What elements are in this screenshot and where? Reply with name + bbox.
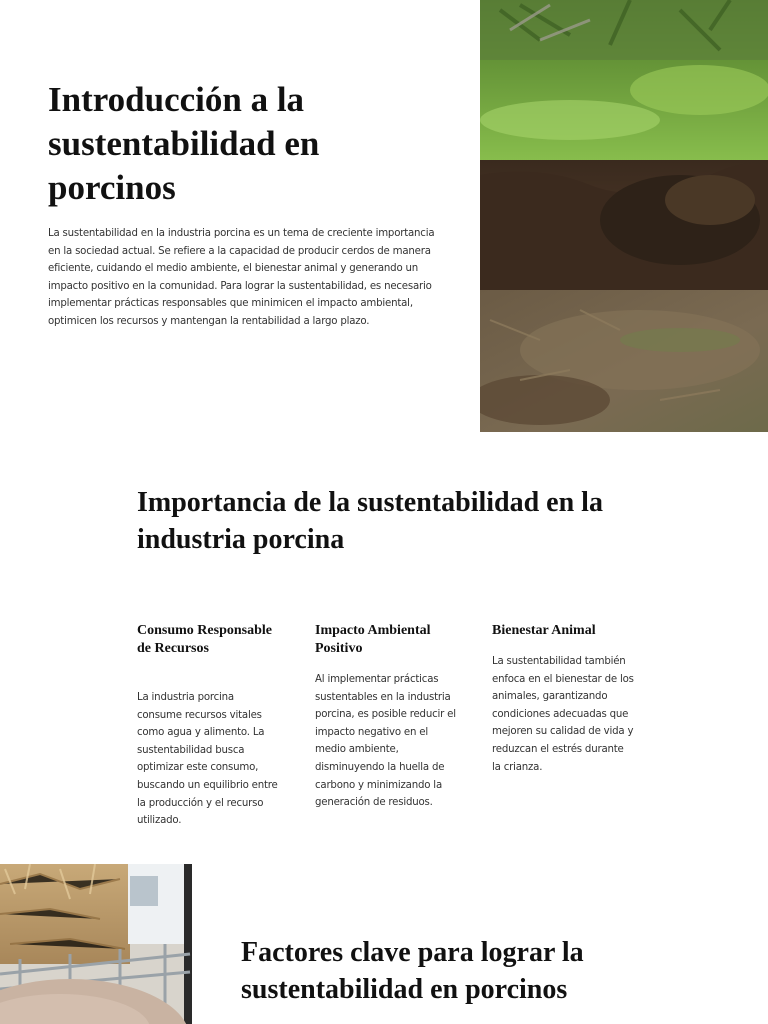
feature-heading: Bienestar Animal	[492, 623, 596, 638]
feature-heading: Impacto Ambiental Positivo	[315, 623, 431, 656]
intro-paragraph: La sustentabilidad en la industria porcina es un tema de creciente importancia en la sociedad actual. Se refiere a la capacidad de producir cerdos de manera eficiente, cuidando el medio ambiente, el bienestar animal y generando un impacto positivo en la comunidad. Para lograr la sustentabilidad, es necesario implementar prácticas responsables que minimicen el impacto ambiental, optimicen los recursos y mantengan la rentabilidad a largo plazo.	[48, 228, 435, 327]
pig-barn-photo	[0, 864, 192, 1024]
factors-title: Factores clave para lograr la sustentabilidad en porcinos	[241, 937, 584, 1005]
feature-text: La industria porcina consume recursos vitales como agua y alimento. La sustentabilidad busca optimizar este consumo, buscando un equilibrio entre la producción y el recurso utilizado.	[137, 692, 278, 827]
compost-soil-photo	[480, 0, 768, 432]
intro-title: Introducción a la sustentabilidad en porcinos	[48, 80, 320, 207]
feature-column-animal-welfare	[492, 622, 634, 776]
importance-title: Importancia de la sustentabilidad en la industria porcina	[137, 487, 603, 555]
feature-text: Al implementar prácticas sustentables en la industria porcina, es posible reducir el impacto negativo en el medio ambiente, disminuyendo la huella de carbono y minimizando la generación de residuos.	[315, 674, 456, 809]
feature-column-resources	[137, 622, 279, 830]
feature-column-environment	[315, 622, 457, 812]
feature-heading: Consumo Responsable de Recursos	[137, 623, 272, 656]
feature-text: La sustentabilidad también enfoca en el bienestar de los animales, garantizando condiciones adecuadas que mejoren su calidad de vida y reduzcan el estrés durante la crianza.	[492, 656, 634, 773]
